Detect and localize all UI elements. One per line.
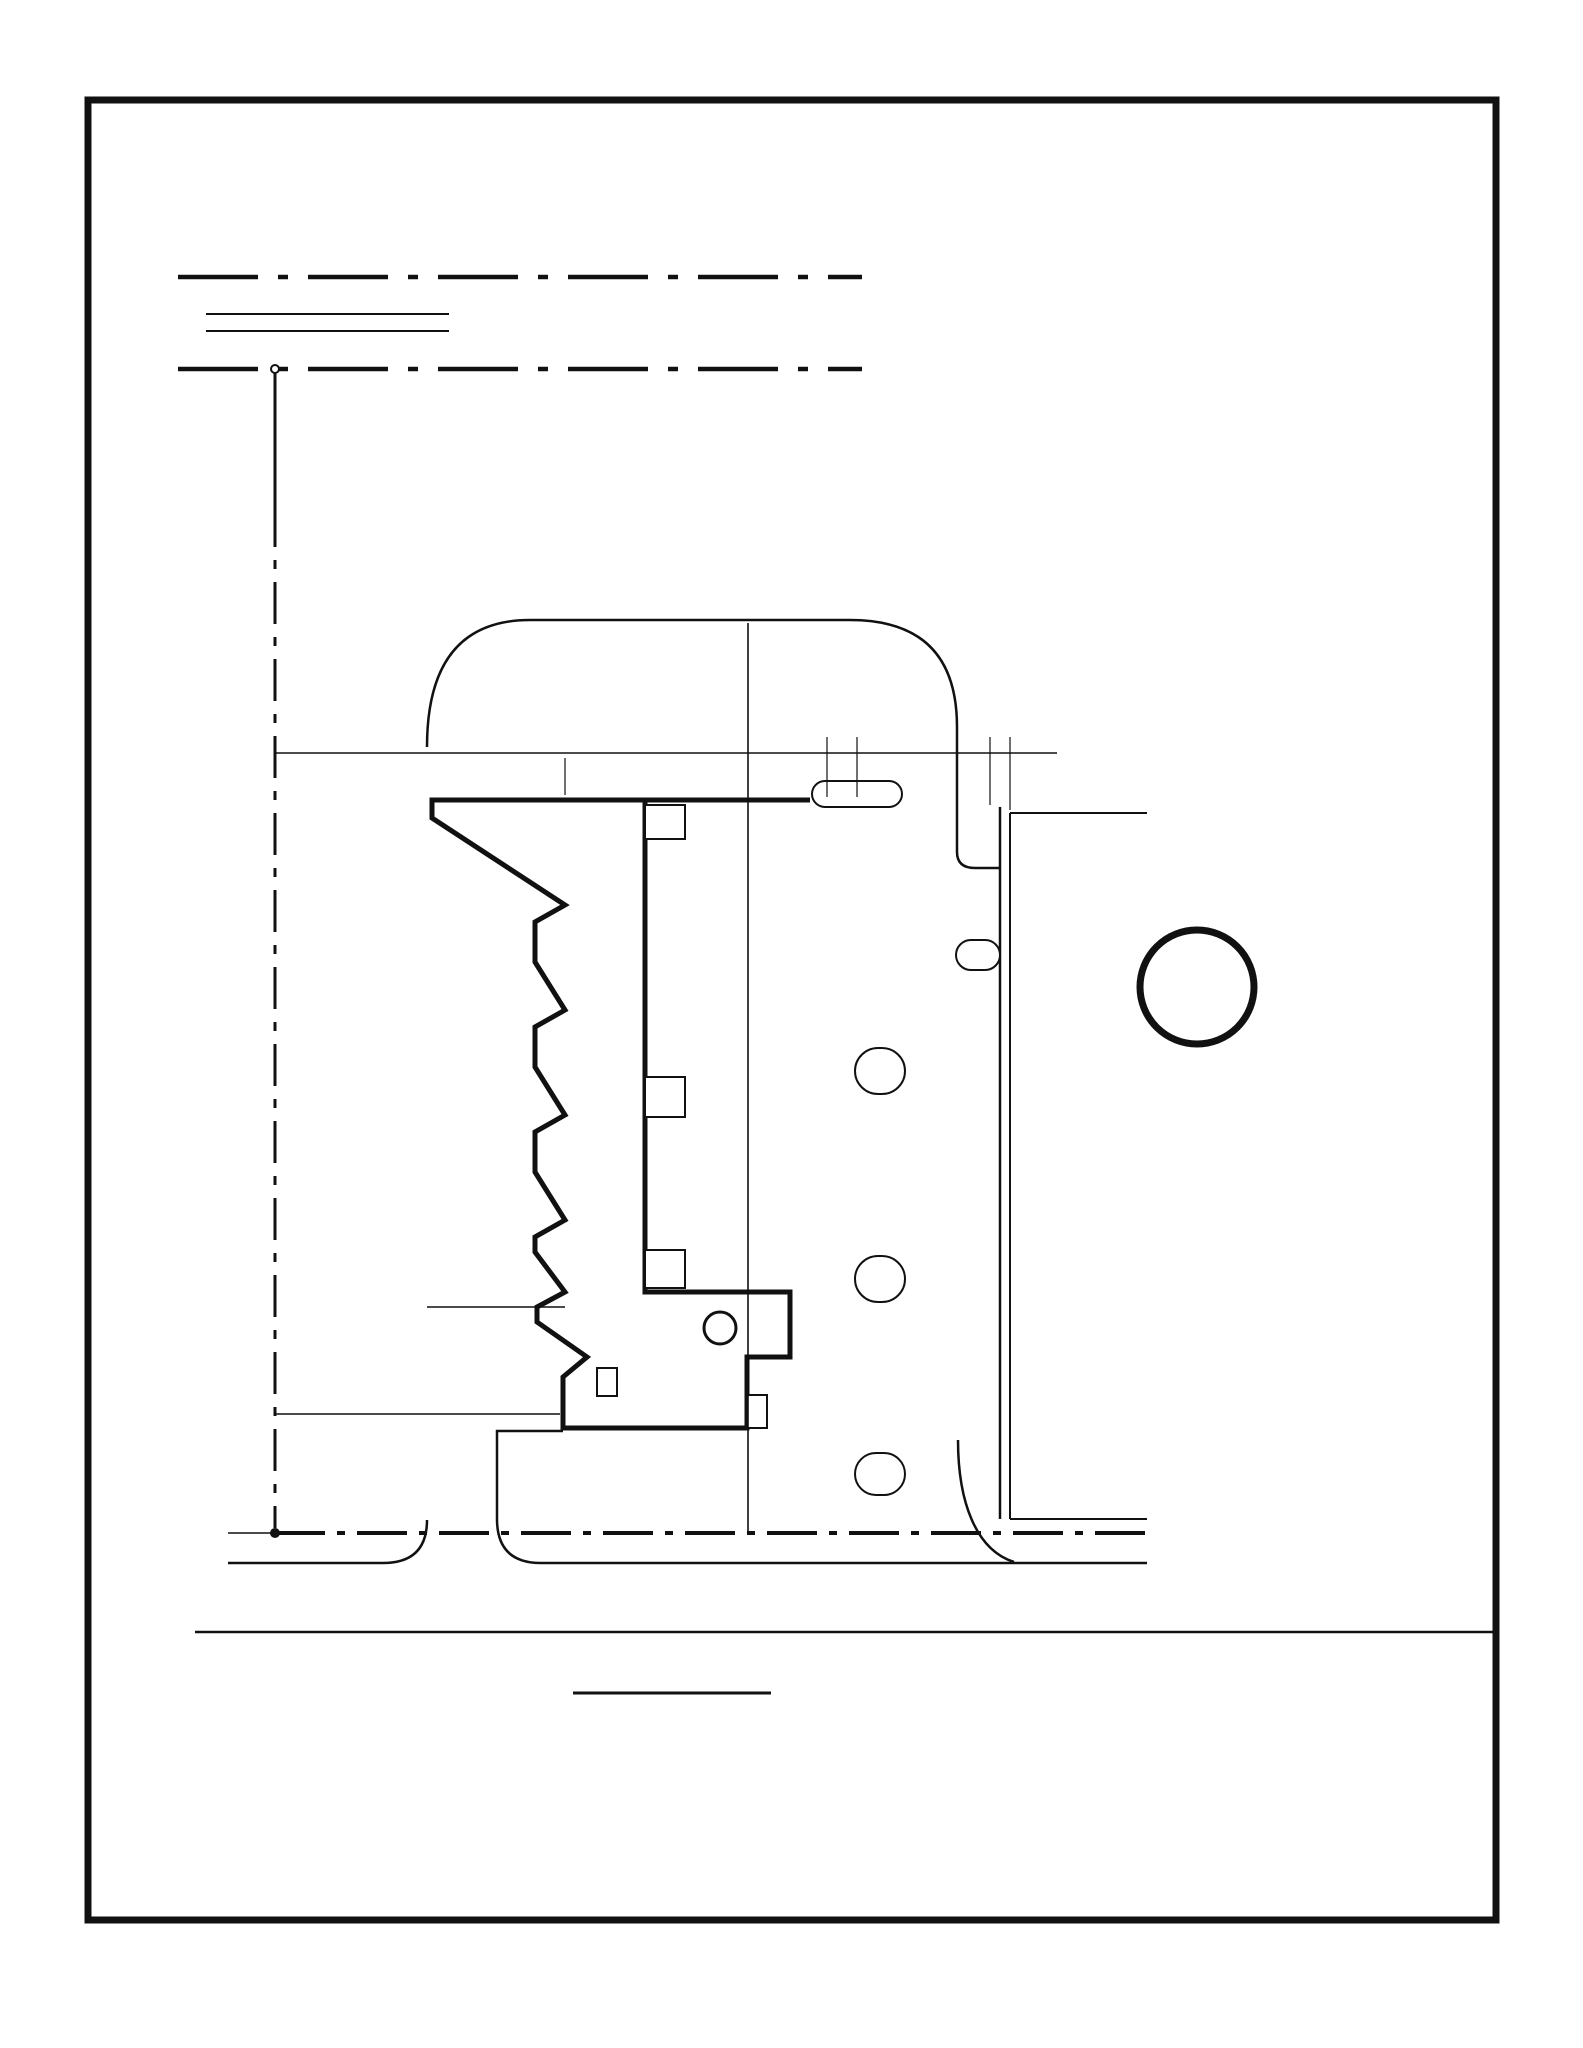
parking-island-mid1 [855, 1048, 905, 1094]
lewis-road [195, 1431, 1494, 1632]
tenant-unit-circle [1140, 930, 1254, 1044]
parking-island-mid2 [855, 1256, 905, 1302]
interior-vestibule [597, 1368, 617, 1396]
entry-stoop-1 [645, 805, 685, 839]
property-corner-marker [271, 365, 279, 373]
southeast-curb-return [958, 1440, 1014, 1562]
entry-stoop-3 [645, 1250, 685, 1288]
tenant-note [1140, 930, 1254, 1044]
building [432, 800, 810, 1428]
entry-stoop-4 [747, 1395, 767, 1428]
sheet-border [88, 100, 1496, 1920]
west-property-line [270, 365, 280, 1538]
parking-island-bottom [855, 1453, 905, 1495]
road-north-curb-west [228, 1520, 427, 1563]
entry-stoop-2 [645, 1077, 685, 1117]
fence-line [1010, 813, 1147, 1519]
road-north-curb-east [497, 1431, 1147, 1563]
parking-island-east [956, 940, 1000, 970]
railroad-row [178, 277, 862, 369]
